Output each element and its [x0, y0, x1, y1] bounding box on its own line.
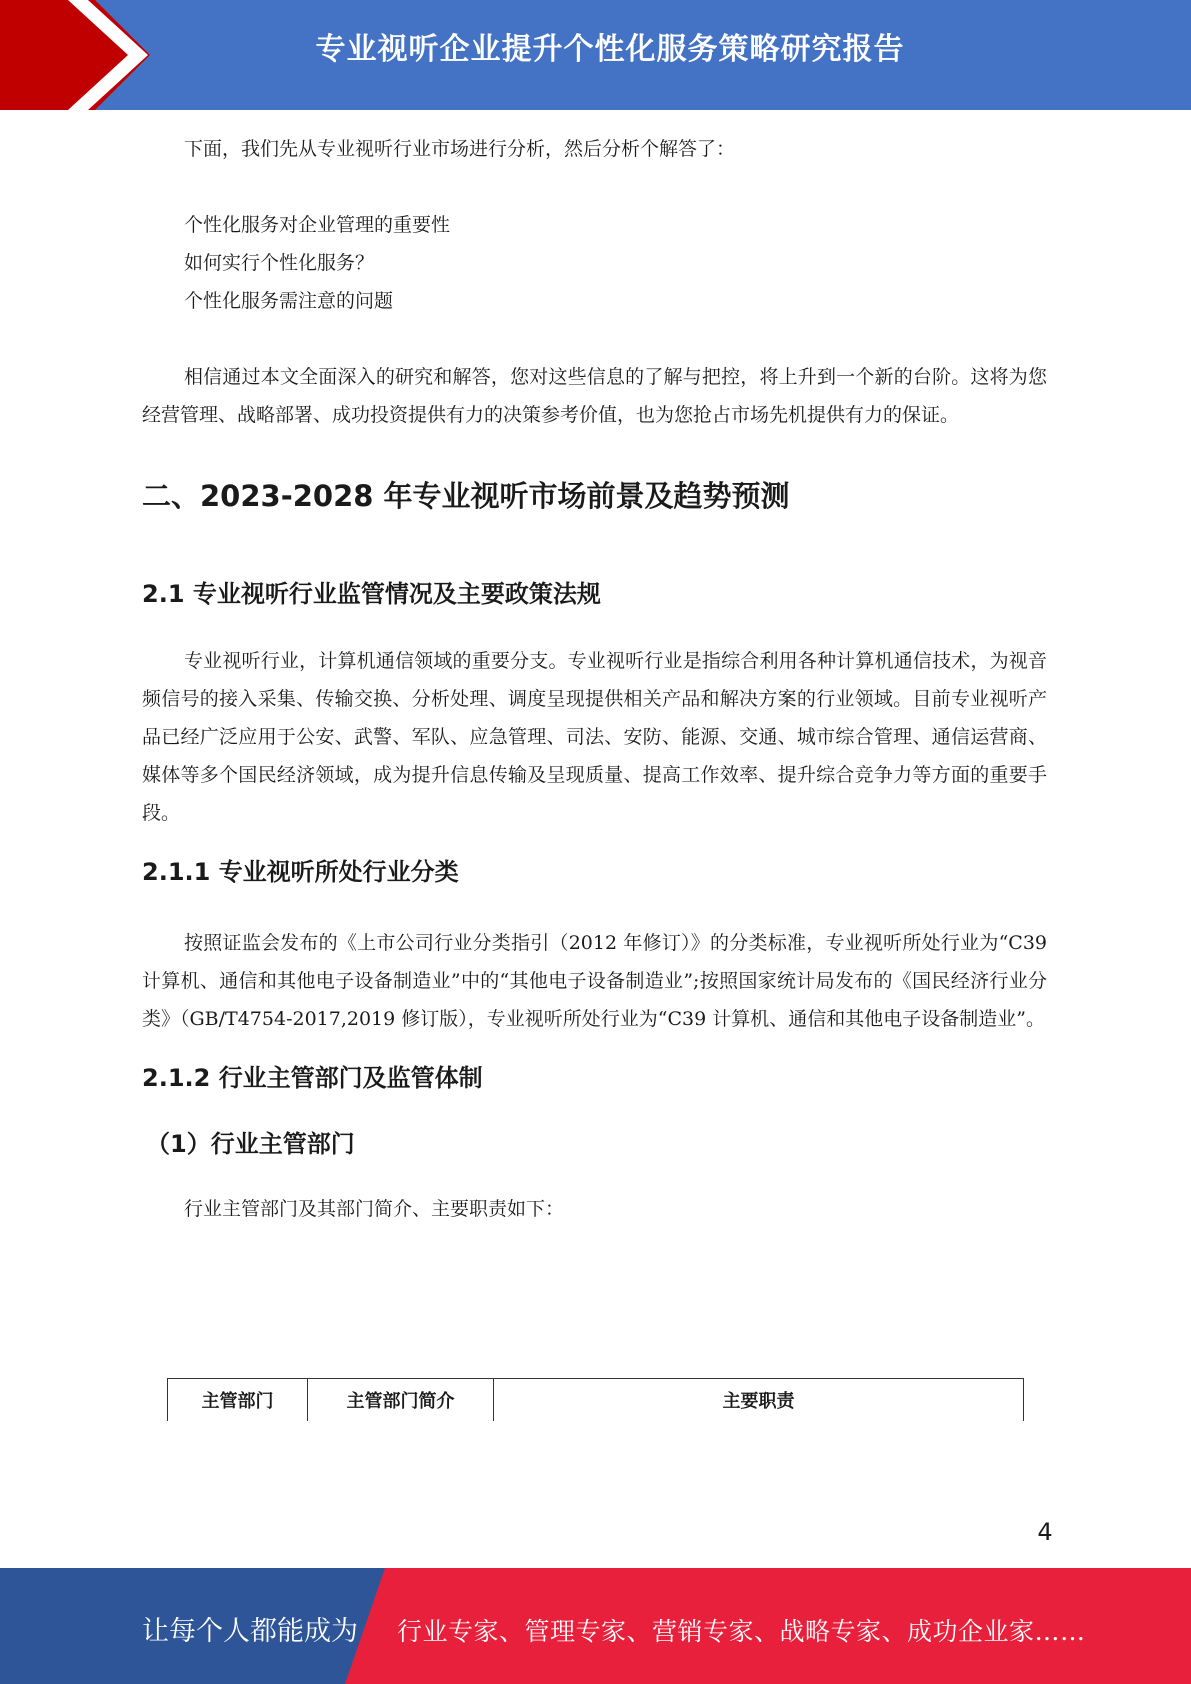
- authority-table: [167, 1378, 1024, 1421]
- report-title: 专业视听企业提升个性化服务策略研究报告: [315, 32, 905, 67]
- subsubsection-heading: 2.1.2 行业主管部门及监管体制: [142, 1064, 483, 1092]
- report-header-banner: [0, 0, 1191, 110]
- intro-list-item: 个性化服务对企业管理的重要性: [184, 214, 451, 236]
- page-number: 4: [1037, 1518, 1053, 1546]
- item-heading: （1）行业主管部门: [146, 1130, 355, 1158]
- subsubsection-heading: 2.1.1 专业视听所处行业分类: [142, 858, 459, 886]
- subsection-paragraph: 专业视听行业，计算机通信领域的重要分支。专业视听行业是指综合利用各种计算机通信技术，为视音频信号的接入采集、传输交换、分析处理、调度呈现提供相关产品和解决方案的行业领域。目前专业视听产品已经广泛应用于公安、武警、军队、应急管理、司法、安防、能源、交通、城市综合管理、通信运营商、媒体等多个国民经济领域，成为提升信息传输及呈现质量、提高工作效率、提升综合竞争力等方面的重要手段。: [142, 650, 1047, 824]
- subsubsection-paragraph: 按照证监会发布的《上市公司行业分类指引（2012 年修订）》的分类标准，专业视听所处行业为“C39 计算机、通信和其他电子设备制造业”中的“其他电子设备制造业”;按照国家统计局发布的《国民经济行业分类》（GB/T4754-2017,2019 修订版），专业视听所处行业为“C39 计算机、通信和其他电子设备制造业”。: [142, 932, 1047, 1030]
- footer-slogan-right: 行业专家、管理专家、营销专家、战略专家、成功企业家……: [397, 1617, 1086, 1646]
- section-heading: 二、2023-2028 年专业视听市场前景及趋势预测: [142, 479, 790, 513]
- intro-closing: 相信通过本文全面深入的研究和解答，您对这些信息的了解与把控，将上升到一个新的台阶。这将为您经营管理、战略部署、成功投资提供有力的决策参考价值，也为您抢占市场先机提供有力的保证。: [142, 366, 1047, 426]
- item-paragraph: 行业主管部门及其部门简介、主要职责如下：: [184, 1198, 565, 1220]
- intro-list-item: 个性化服务需注意的问题: [184, 290, 394, 312]
- footer-slogan-left: 让每个人都能成为: [142, 1616, 358, 1647]
- table-header-cell: 主管部门简介: [308, 1379, 494, 1422]
- intro-list-item: 如何实行个性化服务？: [184, 252, 375, 274]
- table-header-cell: 主要职责: [494, 1379, 1024, 1422]
- header-red-chevron: [0, 0, 160, 110]
- page-content: [142, 130, 1047, 1228]
- table-header-cell: 主管部门: [168, 1379, 308, 1422]
- subsection-heading: 2.1 专业视听行业监管情况及主要政策法规: [142, 580, 601, 608]
- table-header-row: [168, 1379, 1024, 1422]
- intro-lead: 下面，我们先从专业视听行业市场进行分析，然后分析个解答了：: [184, 138, 736, 160]
